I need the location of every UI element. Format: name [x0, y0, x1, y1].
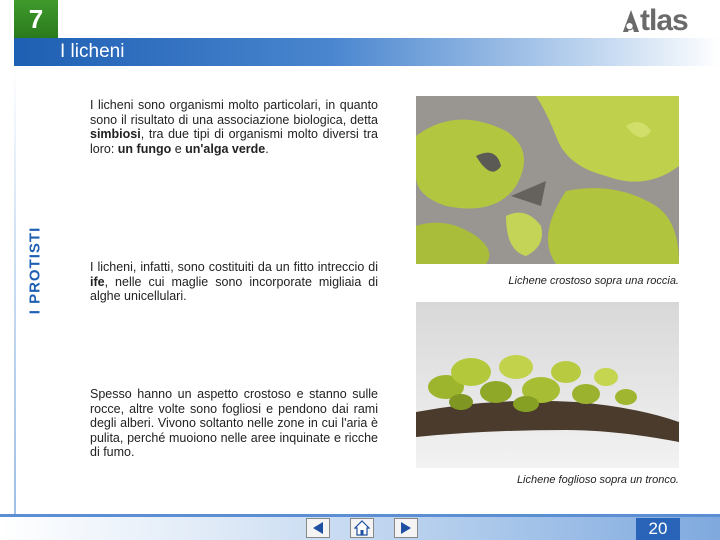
- home-button[interactable]: [350, 518, 374, 538]
- prev-page-button[interactable]: [306, 518, 330, 538]
- next-arrow-icon: [399, 521, 413, 535]
- p2-intro: I licheni, infatti, sono costituiti da un fitto intreccio di: [90, 260, 378, 274]
- atlas-logo: [620, 4, 710, 38]
- left-stripe: [14, 66, 16, 514]
- p1-joiner: e: [171, 141, 186, 156]
- side-label-text: I PROTISTI: [26, 226, 44, 314]
- home-icon: [354, 520, 370, 536]
- paragraph-hyphae: [90, 260, 378, 304]
- chapter-number: 7: [14, 0, 58, 38]
- atlas-logo-icon: [620, 10, 642, 32]
- photo-foliose-lichen: [416, 302, 679, 468]
- term-hyphae: ife: [90, 274, 105, 289]
- page-title: I licheni: [60, 41, 125, 62]
- foliose-lichen-image: [416, 302, 679, 468]
- photo-crustose-lichen: [416, 96, 679, 264]
- crustose-lichen-image: [416, 96, 679, 264]
- title-bar: [14, 38, 720, 66]
- term-symbiosis: simbiosi: [90, 127, 141, 142]
- p1-middle: , tra due tipi di organismi molto diversi tra loro:: [90, 127, 378, 156]
- paragraph-symbiosis: [90, 98, 378, 156]
- paragraph-habitat: Spesso hanno un aspetto crostoso e stanno sulle rocce, altre volte sono fogliosi e pendono dai rami degli alberi. Vivono soltanto nelle zone in cui l'aria è pulita, perché muoiono nelle aree inquinate e ricche di fumo.: [90, 387, 378, 460]
- caption-crustose: Lichene crostoso sopra una roccia.: [508, 275, 679, 287]
- footer-line: [0, 514, 720, 517]
- page-number: 20: [636, 518, 680, 540]
- p2-end: , nelle cui maglie sono incorporate migliaia di alghe unicellulari.: [90, 274, 378, 304]
- term-alga: un'alga verde: [185, 141, 266, 156]
- next-page-button[interactable]: [394, 518, 418, 538]
- p1-intro: I licheni sono organismi molto particolari, in quanto sono il risultato di una associazione biologica, detta: [90, 98, 378, 127]
- section-side-label: [26, 190, 44, 350]
- prev-arrow-icon: [311, 521, 325, 535]
- caption-foliose: Lichene foglioso sopra un tronco.: [516, 474, 679, 486]
- logo-text: tlas: [640, 4, 688, 37]
- term-fungus: un fungo: [117, 141, 172, 156]
- p1-end: .: [265, 141, 269, 156]
